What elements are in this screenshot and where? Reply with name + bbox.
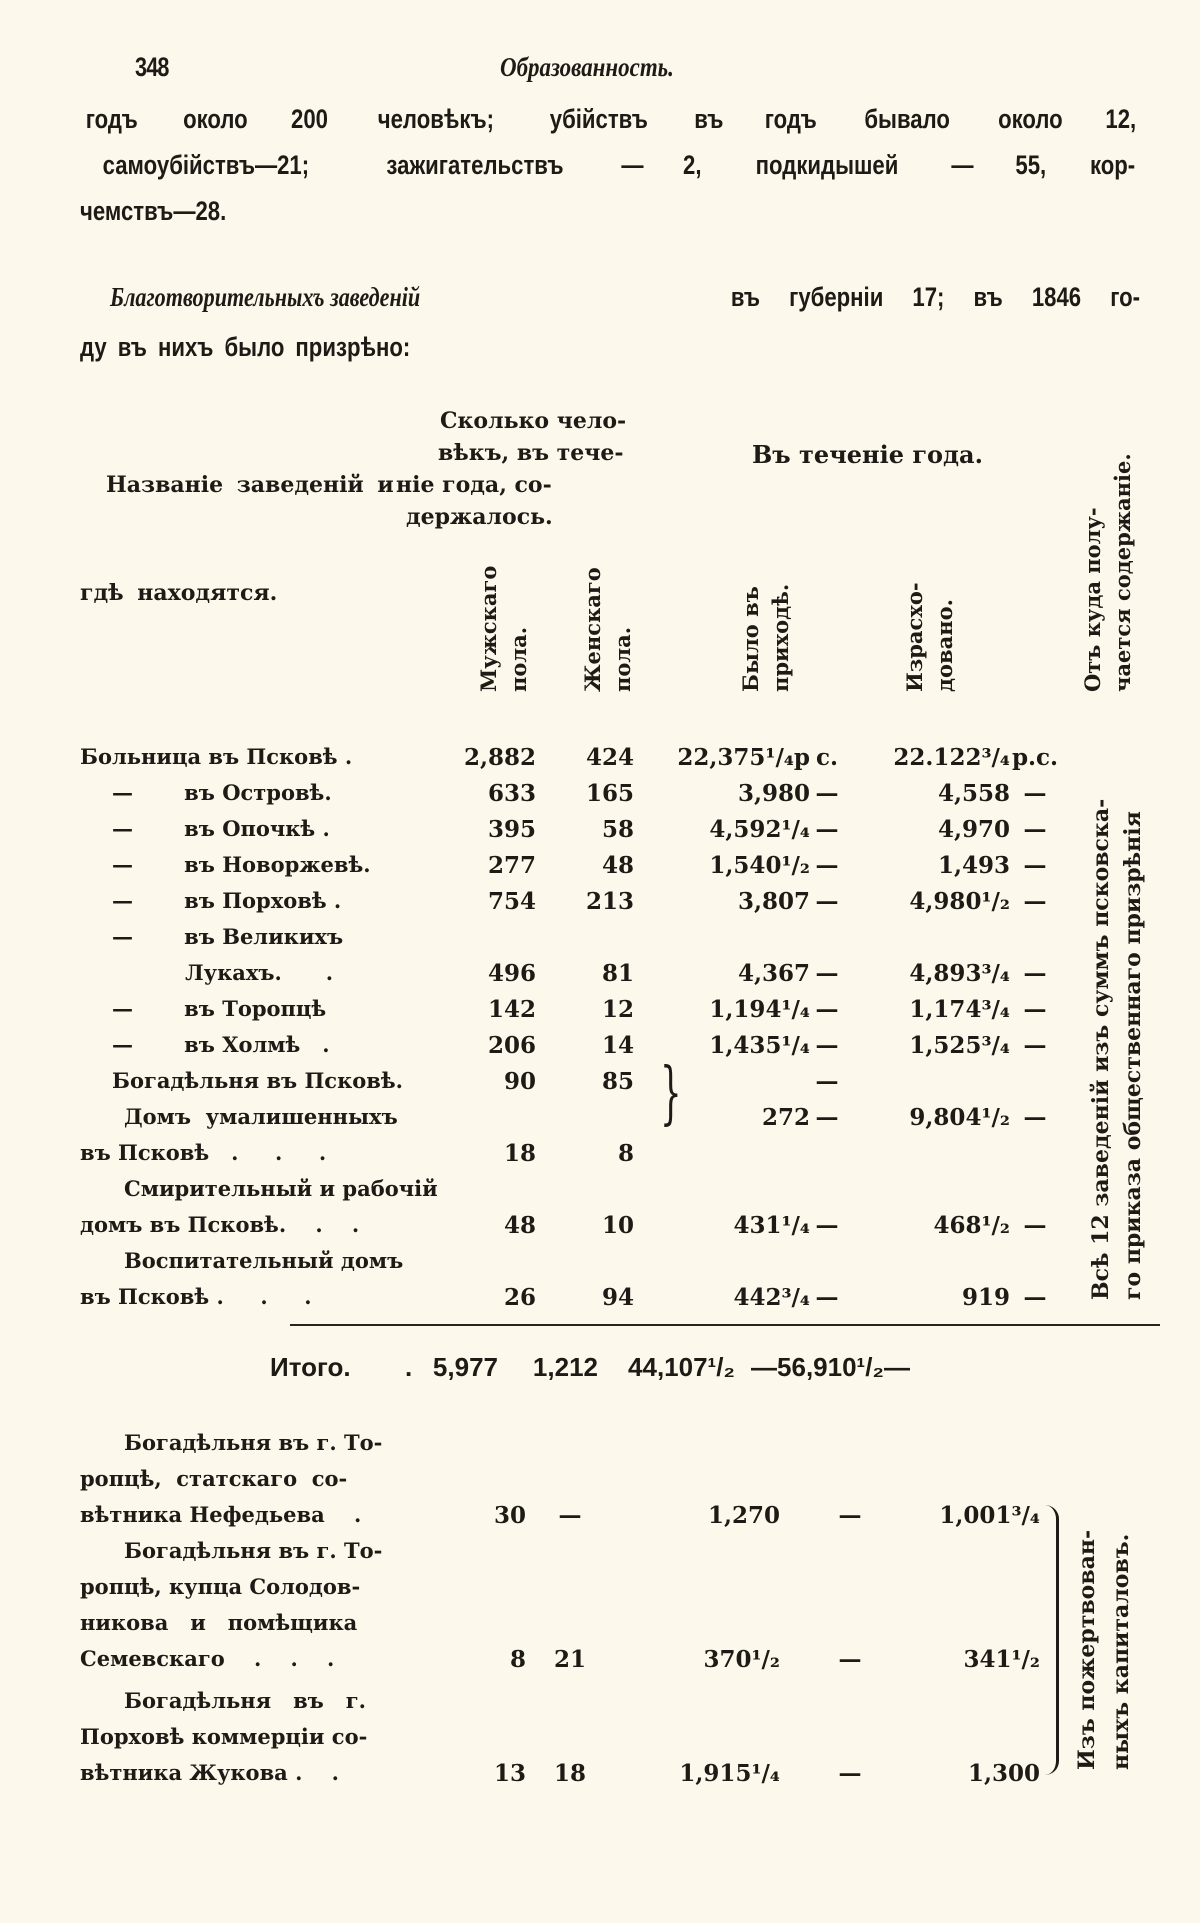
running-title: Образованность. bbox=[500, 52, 674, 82]
income-unit: — bbox=[815, 780, 839, 807]
table-row bbox=[0, 924, 1200, 958]
table-row bbox=[0, 780, 1200, 814]
expense-value: 4,558 bbox=[937, 780, 1010, 807]
income-unit: — bbox=[815, 852, 839, 879]
institution-name: Богадѣльня въ г. То- bbox=[124, 1538, 383, 1563]
expense-unit: — bbox=[1023, 996, 1047, 1023]
income-unit: — bbox=[815, 1284, 839, 1311]
income-value: 3,807 bbox=[737, 888, 810, 915]
institution-name: — въ Опочкѣ . bbox=[112, 816, 330, 841]
institution-name: Богадѣльня въ г. То- bbox=[124, 1430, 383, 1455]
total-rule bbox=[290, 1324, 1160, 1326]
male-count: 277 bbox=[487, 852, 536, 879]
page-number: 348 bbox=[135, 52, 169, 82]
female-count: 58 bbox=[601, 816, 634, 843]
institution-name: Воспитательный домъ bbox=[124, 1248, 404, 1273]
intro-word: 12, bbox=[1105, 104, 1137, 134]
expense-value: 4,893³/₄ bbox=[909, 960, 1010, 987]
income-unit: — bbox=[815, 1212, 839, 1239]
expense-value: 4,980¹/₂ bbox=[909, 888, 1010, 915]
intro-word: самоубійствъ—21; bbox=[102, 150, 310, 180]
intro-word: годъ bbox=[85, 104, 138, 134]
institution-name: домъ въ Псковѣ. . . bbox=[80, 1212, 360, 1237]
header-income: Было въ приходѣ. bbox=[738, 583, 793, 692]
intro-line-2 bbox=[80, 150, 1140, 181]
institution-name: вѣтника Нефедьева . bbox=[80, 1502, 362, 1527]
income-value: 442³/₄ bbox=[733, 1284, 810, 1311]
total-expense: —56,910¹/₂— bbox=[751, 1352, 910, 1382]
total-label: Итого. bbox=[270, 1352, 351, 1382]
institution-name: Порховѣ коммерціи со- bbox=[80, 1724, 368, 1749]
income-unit: — bbox=[815, 888, 839, 915]
expense-value: 9,804¹/₂ bbox=[909, 1104, 1010, 1131]
table-row-donated bbox=[0, 1538, 1200, 1572]
female-count: 85 bbox=[601, 1068, 634, 1095]
intro-word: 55, bbox=[1015, 150, 1046, 180]
income-value: 1,194¹/₄ bbox=[709, 996, 810, 1023]
total-female: 1,212 bbox=[532, 1352, 598, 1382]
table-row bbox=[0, 888, 1200, 922]
income-value: 1,435¹/₄ bbox=[709, 1032, 810, 1059]
expense-unit: — bbox=[1023, 780, 1047, 807]
female-count: 424 bbox=[585, 744, 634, 771]
expense-value: 1,300 bbox=[967, 1760, 1040, 1787]
header-people-4: держалось. bbox=[406, 504, 553, 530]
institution-name: ропцѣ, статскаго со- bbox=[80, 1466, 348, 1491]
income-value: 4,592¹/₄ bbox=[709, 816, 810, 843]
income-value: 272 bbox=[761, 1104, 810, 1131]
expense-value: 1,493 bbox=[937, 852, 1010, 879]
expense-unit: — bbox=[1023, 1284, 1047, 1311]
income-value: 22,375¹/₄р bbox=[677, 744, 810, 771]
institution-name: — въ Порховѣ . bbox=[112, 888, 342, 913]
female-count: 165 bbox=[585, 780, 634, 807]
female-count: 213 bbox=[585, 888, 634, 915]
female-count: 8 bbox=[617, 1140, 634, 1167]
intro-line-1 bbox=[80, 104, 1140, 135]
male-count: 395 bbox=[487, 816, 536, 843]
income-unit: — bbox=[815, 1104, 839, 1131]
total-dot: . bbox=[405, 1352, 413, 1382]
intro-word: — bbox=[951, 150, 974, 180]
header-name-line-1: Названіе заведеній и bbox=[106, 472, 394, 498]
header-people-2: вѣкъ, въ тече- bbox=[438, 440, 624, 466]
male-count: 633 bbox=[487, 780, 536, 807]
table-row bbox=[0, 1248, 1200, 1282]
income-unit: — bbox=[838, 1646, 862, 1673]
expense-value: 4,970 bbox=[937, 816, 1010, 843]
male-count: 142 bbox=[487, 996, 536, 1023]
paragraph-line-1 bbox=[110, 282, 1140, 313]
intro-word: — bbox=[621, 150, 644, 180]
table-row-donated bbox=[0, 1610, 1200, 1644]
institution-name: Семевскаго . . . bbox=[80, 1646, 335, 1671]
institution-name: въ Псковѣ . . . bbox=[80, 1140, 327, 1165]
institution-name: — въ Новоржевѣ. bbox=[112, 852, 371, 877]
institution-name: — въ Торопцѣ bbox=[112, 996, 327, 1021]
female-count: 94 bbox=[601, 1284, 634, 1311]
header-people-3: ніе года, со- bbox=[396, 472, 552, 498]
expense-value: 341¹/₂ bbox=[963, 1646, 1040, 1673]
side-note-donated: Изъ пожертвован- ныхъ капиталовъ. bbox=[1074, 1529, 1134, 1770]
table-row-donated bbox=[0, 1574, 1200, 1608]
total-male: 5,977 bbox=[432, 1352, 498, 1382]
intro-word: бывало bbox=[863, 104, 950, 134]
brace-donated bbox=[1040, 1505, 1059, 1775]
female-count: 81 bbox=[601, 960, 634, 987]
male-count: 26 bbox=[503, 1284, 536, 1311]
institution-name: Смирительный и рабочій bbox=[124, 1176, 438, 1201]
income-value: 1,270 bbox=[707, 1502, 780, 1529]
table-row bbox=[0, 1140, 1200, 1174]
institution-name: никова и помѣщика bbox=[80, 1610, 358, 1635]
header-male: Мужскаго пола. bbox=[476, 565, 531, 692]
intro-word: человѣкъ; bbox=[377, 104, 494, 134]
intro-word: въ bbox=[693, 104, 724, 134]
header-source: Отъ куда полу- чается содержаніе. bbox=[1080, 453, 1135, 692]
intro-word: 2, bbox=[683, 150, 702, 180]
female-count: 48 bbox=[601, 852, 634, 879]
income-unit: — bbox=[815, 1068, 839, 1095]
expense-unit: — bbox=[1023, 816, 1047, 843]
female-count: 21 bbox=[553, 1646, 586, 1673]
paragraph-line-2: ду въ нихъ было призрѣно: bbox=[80, 332, 411, 362]
income-unit: — bbox=[815, 996, 839, 1023]
table-row bbox=[0, 996, 1200, 1030]
institution-name: ропцѣ, купца Солодов- bbox=[80, 1574, 361, 1599]
table-row bbox=[0, 1212, 1200, 1246]
male-count: 754 bbox=[487, 888, 536, 915]
intro-word: подкидышей bbox=[755, 150, 898, 180]
institution-name: вѣтника Жукова . . bbox=[80, 1760, 339, 1785]
expense-value: 22.122³/₄ bbox=[893, 744, 1010, 771]
header-name-line-2: гдѣ находятся. bbox=[80, 580, 278, 606]
table-row bbox=[0, 1104, 1200, 1138]
intro-line-3: чемствъ—28. bbox=[80, 196, 227, 226]
table-row bbox=[0, 960, 1200, 994]
male-count: 30 bbox=[493, 1502, 526, 1529]
table-row bbox=[0, 1032, 1200, 1066]
institution-name: Больница въ Псковѣ . bbox=[80, 744, 353, 769]
income-unit: — bbox=[838, 1502, 862, 1529]
expense-value: 919 bbox=[961, 1284, 1010, 1311]
table-row bbox=[0, 1068, 1200, 1102]
female-count: — bbox=[558, 1502, 582, 1529]
table-row bbox=[0, 852, 1200, 886]
income-value: 1,540¹/₂ bbox=[709, 852, 810, 879]
income-unit: — bbox=[815, 816, 839, 843]
expense-unit: — bbox=[1023, 852, 1047, 879]
male-count: 496 bbox=[487, 960, 536, 987]
intro-word: около bbox=[998, 104, 1063, 134]
male-count: 2,882 bbox=[463, 744, 536, 771]
expense-value: 468¹/₂ bbox=[933, 1212, 1010, 1239]
income-unit: с. bbox=[815, 744, 838, 771]
intro-word: кор- bbox=[1089, 150, 1136, 180]
income-unit: — bbox=[815, 1032, 839, 1059]
expense-unit: — bbox=[1023, 1104, 1047, 1131]
expense-value: 1,174³/₄ bbox=[909, 996, 1010, 1023]
header-female: Женскаго пола. bbox=[580, 567, 635, 692]
institution-name: въ Псковѣ . . . bbox=[80, 1284, 312, 1309]
side-note-source: Всѣ 12 заведеній изъ суммъ псковска- го приказа общественнаго призрѣнія bbox=[1088, 798, 1146, 1300]
institution-name: Домъ умалишенныхъ bbox=[124, 1104, 398, 1129]
expense-unit: р.с. bbox=[1011, 744, 1059, 771]
expense-unit: — bbox=[1023, 1212, 1047, 1239]
female-count: 14 bbox=[601, 1032, 634, 1059]
institution-name: Богадѣльня въ Псковѣ. bbox=[112, 1068, 403, 1093]
male-count: 206 bbox=[487, 1032, 536, 1059]
institution-name: Богадѣльня въ г. bbox=[124, 1688, 366, 1713]
table-row bbox=[0, 816, 1200, 850]
expense-unit: — bbox=[1023, 960, 1047, 987]
female-count: 12 bbox=[601, 996, 634, 1023]
intro-word: около bbox=[182, 104, 248, 134]
income-value: 4,367 bbox=[737, 960, 810, 987]
expense-value: 1,001³/₄ bbox=[939, 1502, 1040, 1529]
paragraph-rest: въ губерніи 17; въ 1846 го- bbox=[730, 282, 1140, 312]
brace-grouping: } bbox=[660, 1054, 682, 1134]
income-value: 3,980 bbox=[737, 780, 810, 807]
female-count: 10 bbox=[601, 1212, 634, 1239]
institution-name: — въ Островѣ. bbox=[112, 780, 332, 805]
institution-name: — въ Великихъ bbox=[112, 924, 344, 949]
table-row-donated bbox=[0, 1502, 1200, 1536]
male-count: 13 bbox=[493, 1760, 526, 1787]
income-value: 370¹/₂ bbox=[703, 1646, 780, 1673]
table-row bbox=[0, 1176, 1200, 1210]
income-unit: — bbox=[815, 960, 839, 987]
intro-word: 200 bbox=[291, 104, 329, 134]
intro-word: годъ bbox=[764, 104, 817, 134]
header-people-1: Сколько чело- bbox=[440, 408, 627, 434]
intro-word: зажигательствъ bbox=[386, 150, 564, 180]
table-row-donated bbox=[0, 1688, 1200, 1722]
male-count: 18 bbox=[503, 1140, 536, 1167]
header-expense: Израсхо- довано. bbox=[902, 582, 957, 692]
header-year-group: Въ теченіе года. bbox=[752, 440, 983, 469]
total-income: 44,107¹/₂ bbox=[628, 1352, 735, 1382]
paragraph-italic-lead: Благотворительныхъ заведеній bbox=[110, 282, 421, 312]
table-row bbox=[0, 1284, 1200, 1318]
total-row bbox=[0, 1352, 1200, 1386]
table-row-donated bbox=[0, 1760, 1200, 1794]
table-row bbox=[0, 744, 1200, 778]
male-count: 8 bbox=[509, 1646, 526, 1673]
income-value: 1,915¹/₄ bbox=[679, 1760, 780, 1787]
female-count: 18 bbox=[553, 1760, 586, 1787]
income-value: 431¹/₄ bbox=[733, 1212, 810, 1239]
table-row-donated bbox=[0, 1466, 1200, 1500]
table-row-donated bbox=[0, 1430, 1200, 1464]
table-row-donated bbox=[0, 1724, 1200, 1758]
institution-name: Лукахъ. . bbox=[112, 960, 334, 985]
expense-value: 1,525³/₄ bbox=[909, 1032, 1010, 1059]
table-row-donated bbox=[0, 1646, 1200, 1680]
institution-name: — въ Холмѣ . bbox=[112, 1032, 330, 1057]
male-count: 90 bbox=[503, 1068, 536, 1095]
income-unit: — bbox=[838, 1760, 862, 1787]
male-count: 48 bbox=[503, 1212, 536, 1239]
intro-word: убійствъ bbox=[549, 104, 648, 134]
expense-unit: — bbox=[1023, 1032, 1047, 1059]
expense-unit: — bbox=[1023, 888, 1047, 915]
